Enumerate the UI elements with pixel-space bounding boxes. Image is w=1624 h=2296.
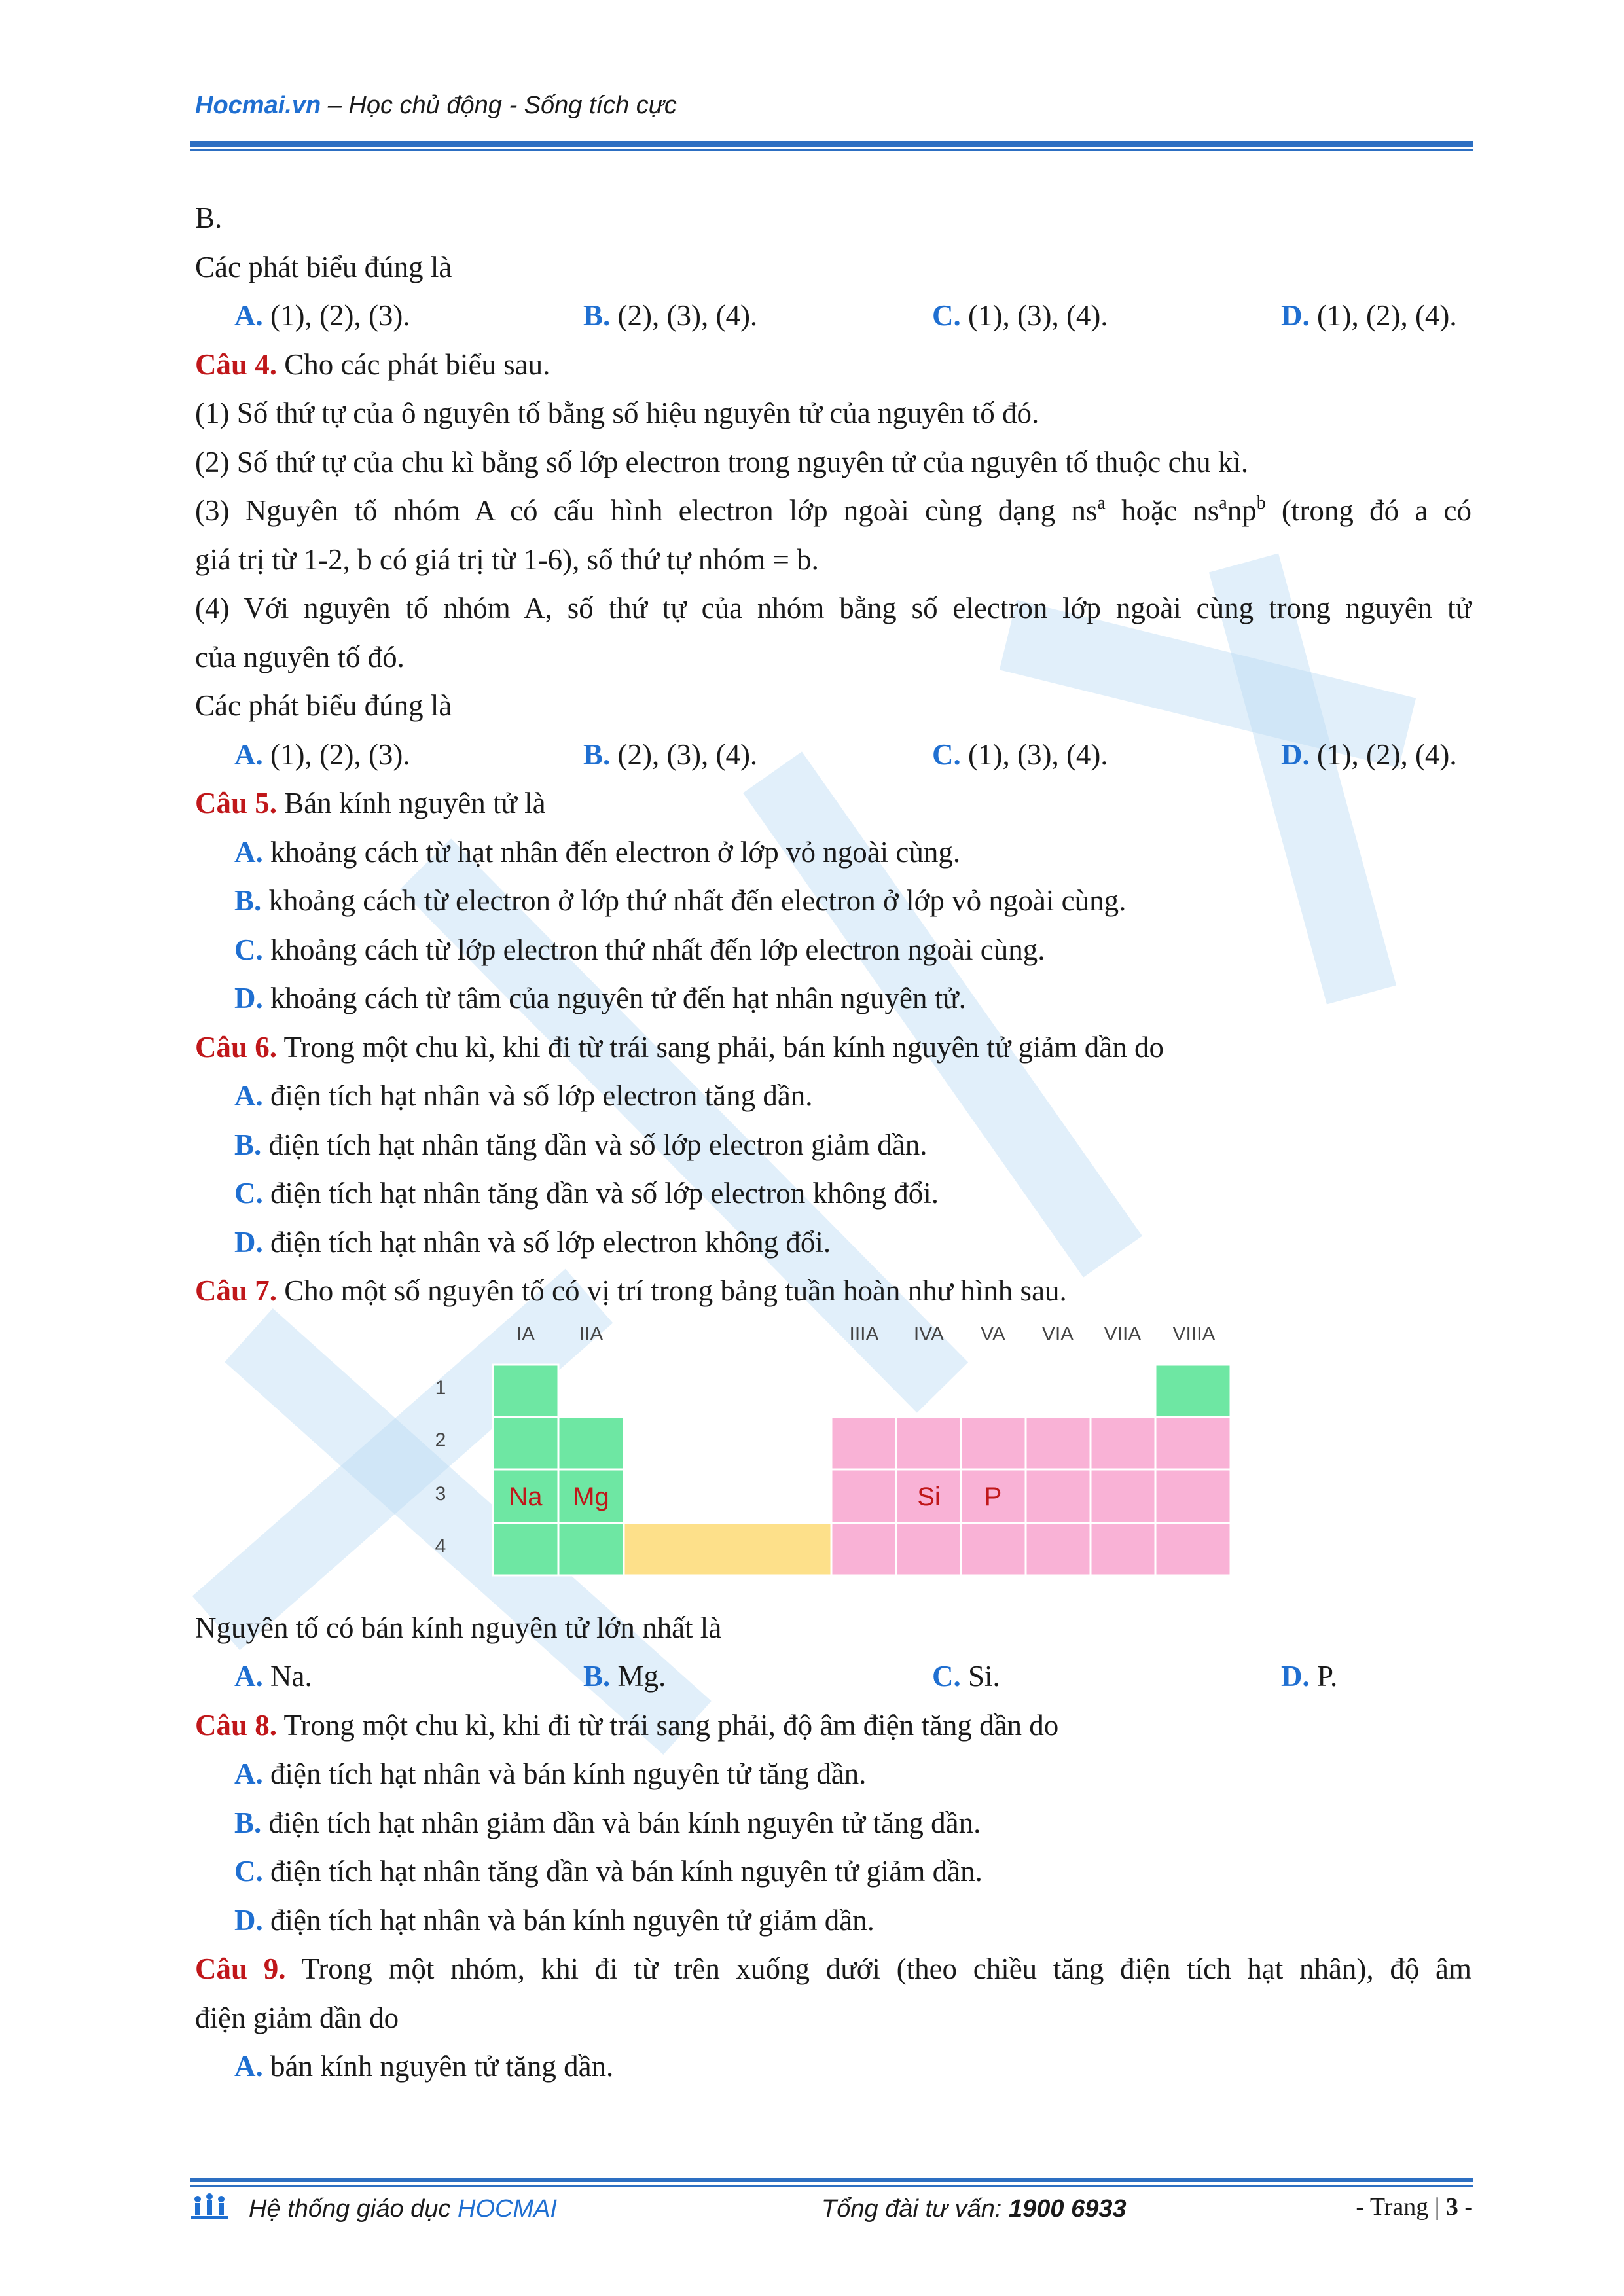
footer-hotline-prefix: Tổng đài tư vấn: <box>821 2195 1009 2223</box>
option-a <box>195 2042 1471 2091</box>
option-b <box>195 1799 1471 1848</box>
option-text: điện tích hạt nhân và bán kính nguyên tử giảm dần. <box>262 1903 875 1937</box>
question-stem: Trong một chu kì, khi đi từ trái sang phải, bán kính nguyên tử giảm dần do <box>277 1030 1164 1064</box>
group-label: VIIIA <box>1172 1323 1216 1345</box>
page-header <box>195 92 677 120</box>
option-b <box>195 876 1471 925</box>
option-c <box>195 1847 1471 1896</box>
question-stem: Cho các phát biểu sau. <box>277 348 550 381</box>
element-symbol: Mg <box>573 1482 609 1511</box>
option-text: khoảng cách từ hạt nhân đến electron ở lớp vỏ ngoài cùng. <box>262 835 961 869</box>
question-7 <box>195 1266 1471 1316</box>
option-label: C. <box>234 1177 263 1210</box>
option-text: điện tích hạt nhân và số lớp electron tăng dần. <box>262 1079 813 1112</box>
option-text: điện tích hạt nhân tăng dần và bán kính nguyên tử giảm dần. <box>262 1855 983 1888</box>
group-label: IVA <box>913 1323 945 1345</box>
period-label: 4 <box>435 1535 446 1557</box>
cell-Ga <box>831 1523 896 1575</box>
option-text: (2), (3), (4). <box>610 299 758 332</box>
question-label: Câu 7. <box>195 1274 278 1307</box>
question-ask: Nguyên tố có bán kính nguyên tử lớn nhất là <box>195 1611 722 1644</box>
option-label: A. <box>234 1757 263 1790</box>
statement-text: (3) Nguyên tố nhóm A có cấu hình electron lớp ngoài cùng dạng ns <box>195 494 1098 527</box>
option-text: điện tích hạt nhân giảm dần và bán kính nguyên tử tăng dần. <box>261 1806 981 1839</box>
option-b <box>195 1121 1471 1170</box>
cell-Se <box>1026 1523 1091 1575</box>
statement-2: (2) Số thứ tự của chu kì bằng số lớp electron trong nguyên tử của nguyên tố thuộc chu kì. <box>195 445 1249 478</box>
cell-Li <box>493 1417 558 1469</box>
answer-options-q4 <box>195 730 1471 780</box>
option-label: A. <box>234 738 263 771</box>
option-d <box>195 1896 1471 1945</box>
period-label: 3 <box>435 1482 446 1505</box>
cell-Be <box>558 1417 624 1469</box>
statement-text: np <box>1227 494 1257 527</box>
page-content <box>195 194 1471 2091</box>
period-label: 2 <box>435 1429 446 1451</box>
group-label: IIA <box>579 1323 604 1345</box>
option-text: điện tích hạt nhân và bán kính nguyên tử tăng dần. <box>262 1757 867 1790</box>
page-suffix: - <box>1458 2193 1473 2221</box>
question-stem: Cho một số nguyên tố có vị trí trong bảng tuần hoàn như hình sau. <box>277 1274 1067 1307</box>
question-6 <box>195 1023 1471 1072</box>
option-label: A. <box>234 1660 263 1693</box>
cell-K <box>493 1523 558 1575</box>
option-text: (1), (2), (4). <box>1309 299 1457 332</box>
period-label: 1 <box>435 1376 446 1399</box>
group-label: VIA <box>1041 1323 1074 1345</box>
option-text: (1), (3), (4). <box>960 738 1108 771</box>
superscript: a <box>1219 493 1227 513</box>
option-text: (1), (2), (3). <box>262 738 410 771</box>
header-rule-thin <box>190 149 1473 151</box>
option-label: B. <box>583 1660 611 1693</box>
cell-Ne <box>1155 1417 1231 1469</box>
option-label: D. <box>1281 299 1310 332</box>
hocmai-logo-icon <box>190 2193 229 2225</box>
cell-As <box>961 1523 1026 1575</box>
option-label: A. <box>234 1079 263 1112</box>
option-c <box>195 1169 1471 1218</box>
option-text: điện tích hạt nhân tăng dần và số lớp electron không đổi. <box>262 1177 939 1210</box>
element-symbol: Si <box>917 1482 941 1511</box>
option-text: P. <box>1309 1660 1338 1693</box>
option-label: C. <box>234 1855 263 1888</box>
cell-Ge <box>896 1523 961 1575</box>
question-label: Câu 6. <box>195 1030 278 1064</box>
superscript: a <box>1097 493 1106 513</box>
statement-4: (4) Với nguyên tố nhóm A, số thứ tự của nhóm bằng số electron lớp ngoài cùng trong nguyên tử <box>195 592 1471 624</box>
cell-C <box>896 1417 961 1469</box>
question-8 <box>195 1701 1471 1750</box>
option-a <box>195 1071 1471 1121</box>
question-stem: Bán kính nguyên tử là <box>277 787 546 819</box>
question-9 <box>195 1945 1471 1994</box>
statement-1: (1) Số thứ tự của ô nguyên tố bằng số hiệu nguyên tử của nguyên tố đó. <box>195 397 1039 429</box>
option-label: D. <box>234 1225 263 1259</box>
cell-S <box>1026 1469 1091 1523</box>
option-label: D. <box>1281 1660 1310 1693</box>
option-label: D. <box>1281 738 1310 771</box>
footer-org <box>249 2195 557 2223</box>
option-label: D. <box>234 1903 263 1937</box>
periodic-table-figure <box>195 1316 1471 1604</box>
option-text: khoảng cách từ tâm của nguyên tử đến hạt nhân nguyên tử. <box>262 982 966 1014</box>
option-text: (1), (3), (4). <box>960 299 1108 332</box>
cell-F <box>1091 1417 1155 1469</box>
cell-Ar <box>1155 1469 1231 1523</box>
option-label: B. <box>234 1128 262 1161</box>
footer-org-prefix: Hệ thống giáo dục <box>249 2195 458 2223</box>
option-text: (1), (2), (3). <box>262 299 410 332</box>
option-a <box>195 828 1471 877</box>
option-label: D. <box>234 982 263 1014</box>
option-d <box>195 974 1471 1023</box>
cell-He <box>1155 1365 1231 1417</box>
footer-hotline <box>821 2195 1127 2223</box>
cell-Br <box>1091 1523 1155 1575</box>
statement-text: (trong đó a có <box>1265 494 1472 527</box>
periodic-table <box>195 1316 1471 1604</box>
option-label: C. <box>932 1660 961 1693</box>
option-label: B. <box>234 1806 262 1839</box>
cell-B <box>831 1417 896 1469</box>
option-text: Na. <box>262 1660 312 1693</box>
footer-rule-thick <box>190 2178 1473 2182</box>
option-label: B. <box>583 299 611 332</box>
group-label: VIIA <box>1104 1323 1142 1345</box>
question-ask: Các phát biểu đúng là <box>195 689 452 722</box>
footer-hotline-number: 1900 6933 <box>1009 2195 1127 2223</box>
option-text: Mg. <box>610 1660 666 1693</box>
option-label: A. <box>234 299 263 332</box>
option-text: (2), (3), (4). <box>610 738 758 771</box>
question-5 <box>195 779 1471 828</box>
option-text: (1), (2), (4). <box>1309 738 1457 771</box>
statement-4-cont: của nguyên tố đó. <box>195 640 405 673</box>
answer-options-q3 <box>195 291 1471 340</box>
option-text: Si. <box>960 1660 1000 1693</box>
option-text: khoảng cách từ lớp electron thứ nhất đến lớp electron ngoài cùng. <box>262 933 1045 966</box>
statement-3 <box>195 486 1471 535</box>
option-text: điện tích hạt nhân tăng dần và số lớp electron giảm dần. <box>261 1128 928 1161</box>
cell-Cl <box>1091 1469 1155 1523</box>
slogan: – Học chủ động - Sống tích cực <box>321 92 677 119</box>
footer-org-name: HOCMAI <box>458 2195 558 2223</box>
page-prefix: - Trang | <box>1356 2193 1446 2221</box>
question-4 <box>195 340 1471 389</box>
transition-metals-block <box>624 1523 831 1575</box>
cell-Al <box>831 1469 896 1523</box>
option-text: điện tích hạt nhân và số lớp electron không đổi. <box>262 1225 831 1259</box>
question-stem: Trong một nhóm, khi đi từ trên xuống dưới (theo chiều tăng điện tích hạt nhân), độ âm <box>285 1952 1471 1985</box>
cell-H <box>493 1365 558 1417</box>
statement-text: hoặc ns <box>1105 494 1219 527</box>
brand-name: Hocmai.vn <box>195 92 321 119</box>
statement-3-cont: giá trị từ 1-2, b có giá trị từ 1-6), số thứ tự nhóm = b. <box>195 543 819 576</box>
element-symbol: P <box>984 1482 1002 1511</box>
cell-Kr <box>1155 1523 1231 1575</box>
answer-options-q7 <box>195 1652 1471 1701</box>
group-label: VA <box>981 1323 1005 1345</box>
question-label: Câu 5. <box>195 787 278 819</box>
text-line: Các phát biểu đúng là <box>195 250 452 283</box>
question-label: Câu 9. <box>195 1952 286 1985</box>
cell-N <box>961 1417 1026 1469</box>
group-label: IA <box>516 1323 535 1345</box>
option-label: A. <box>234 835 263 869</box>
element-symbol: Na <box>509 1482 543 1511</box>
option-c <box>195 925 1471 975</box>
page-footer <box>190 2193 1473 2232</box>
superscript: b <box>1256 493 1266 513</box>
header-rule-thick <box>190 141 1473 147</box>
option-label: C. <box>234 933 263 966</box>
cell-O <box>1026 1417 1091 1469</box>
option-text: bán kính nguyên tử tăng dần. <box>262 2050 614 2083</box>
option-a <box>195 1749 1471 1799</box>
footer-rule-thin <box>190 2185 1473 2187</box>
page-value: 3 <box>1445 2193 1458 2221</box>
cell-Ca <box>558 1523 624 1575</box>
question-stem-cont: điện giảm dần do <box>195 2001 399 2034</box>
group-label: IIIA <box>849 1323 879 1345</box>
page-number <box>1356 2193 1473 2221</box>
option-text: khoảng cách từ electron ở lớp thứ nhất đến electron ở lớp vỏ ngoài cùng. <box>261 884 1127 917</box>
option-label: B. <box>583 738 611 771</box>
question-label: Câu 4. <box>195 348 278 381</box>
question-stem: Trong một chu kì, khi đi từ trái sang phải, độ âm điện tăng dần do <box>277 1708 1059 1742</box>
question-label: Câu 8. <box>195 1708 278 1742</box>
option-label: B. <box>234 884 262 917</box>
text-line: B. <box>195 202 223 234</box>
option-label: C. <box>932 738 961 771</box>
option-label: A. <box>234 2050 263 2083</box>
option-label: C. <box>932 299 961 332</box>
option-d <box>195 1218 1471 1267</box>
